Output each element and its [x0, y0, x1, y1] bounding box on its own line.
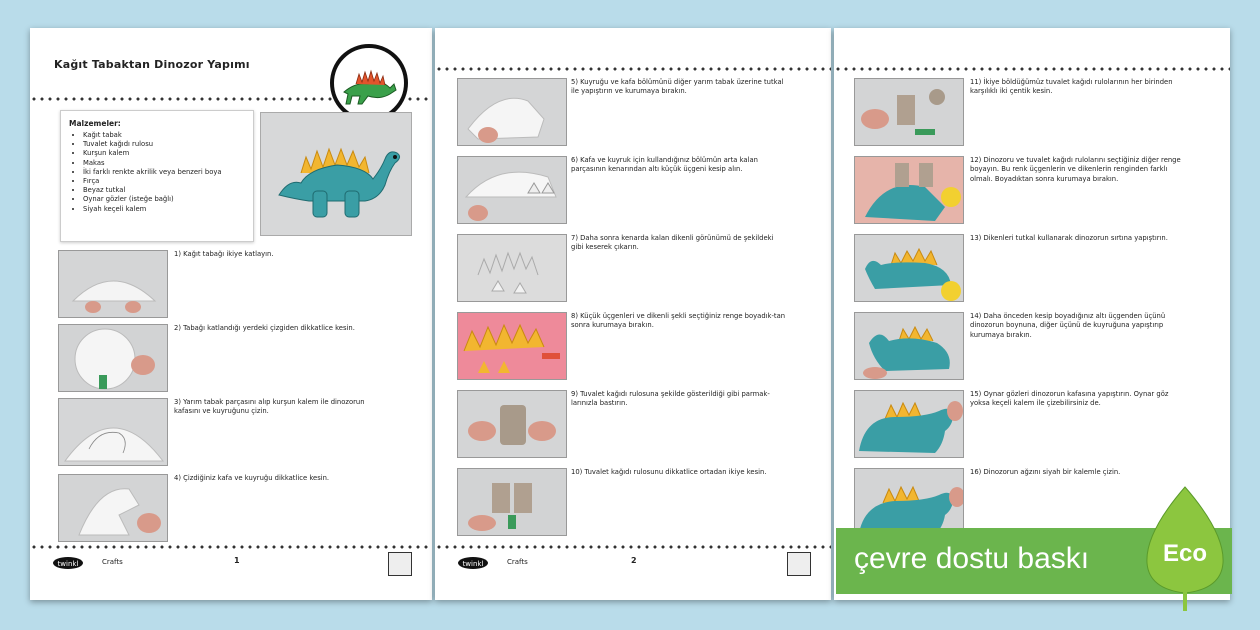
materials-box: [60, 110, 254, 242]
step-11-text: 11) İkiye böldüğümüz tuvalet kağıdı rulolarının her birinden karşılıklı iki çentik kesin.: [970, 78, 1173, 96]
step-14-photo: [854, 312, 964, 380]
step-7-text: 7) Daha sonra kenarda kalan dikenli görünümü de şekildeki gibi keserek çıkarın.: [571, 234, 774, 252]
step-13-text: 13) Dikenleri tutkal kullanarak dinozorun sırtına yapıştırın.: [970, 234, 1168, 242]
step-14-text: 14) Daha önceden kesip boyadığınız altı üçgenden üçünü dinozorun boynuna, diğer üçünü de kuyruğuna yapıştırıp kurumaya bırakın.: [970, 312, 1166, 339]
step-13-photo: [854, 234, 964, 302]
step-11-photo: [854, 78, 964, 146]
eco-badge-text: Eco: [1162, 540, 1207, 567]
footer-crafts-label: Crafts: [507, 558, 528, 566]
material-item: • İki farklı renkte akrilik veya benzeri boya: [83, 168, 253, 177]
step-1-text: 1) Kağıt tabağı ikiye katlayın.: [174, 250, 274, 258]
material-item: • Oynar gözler (isteğe bağlı): [83, 195, 253, 204]
step-10-text: 10) Tuvalet kağıdı rulosunu dikkatlice ortadan ikiye kesin.: [571, 468, 767, 476]
step-7-photo: [457, 234, 567, 302]
material-item: • Fırça: [83, 177, 253, 186]
page-number: 2: [631, 556, 637, 565]
material-item: • Beyaz tutkal: [83, 186, 253, 195]
step-12-photo: [854, 156, 964, 224]
worksheet-page-1: [30, 28, 432, 600]
step-9-photo: [457, 390, 567, 458]
step-2-text: 2) Tabağı katlandığı yerdeki çizgiden dikkatlice kesin.: [174, 324, 355, 332]
step-6-text: 6) Kafa ve kuyruk için kullandığınız bölümün arta kalan parçasının kenarından altı küçük üçgeni kesip alın.: [571, 156, 758, 174]
step-3-photo: [58, 398, 168, 466]
step-15-photo: [854, 390, 964, 458]
step-5-text: 5) Kuyruğu ve kafa bölümünü diğer yarım tabak üzerine tutkal ile yapıştırın ve kurumaya bırakın.: [571, 78, 784, 96]
step-12-text: 12) Dinozoru ve tuvalet kağıdı rulolarını seçtiğiniz diğer renge boyayın. Bu renk üçgenlerin ve dikenlerin renginden farklı olmalı. Boyadıktan sonra kurumaya bırakın.: [970, 156, 1181, 183]
step-1-photo: [58, 250, 168, 318]
step-8-text: 8) Küçük üçgenleri ve dikenli şekli seçtiğiniz renge boyadık-tan sonra kurumaya bırakın.: [571, 312, 786, 330]
step-5-photo: [457, 78, 567, 146]
page-title: Kağıt Tabaktan Dinozor Yapımı: [54, 58, 250, 71]
material-item: • Tuvalet kağıdı rulosu: [83, 140, 253, 149]
step-16-text: 16) Dinozorun ağzını siyah bir kalemle çizin.: [970, 468, 1121, 476]
finished-dinosaur-photo: [260, 112, 412, 236]
footer-brand: twinkl: [462, 560, 484, 568]
footer-badge-icon: [787, 552, 811, 576]
twinkl-logo-icon: [52, 556, 100, 570]
step-6-photo: [457, 156, 567, 224]
dotted-divider: [834, 66, 1230, 72]
materials-heading: Malzemeler:: [69, 119, 121, 128]
material-item: • Kurşun kalem: [83, 149, 253, 158]
dinosaur-logo: [330, 44, 408, 122]
eco-banner-text: çevre dostu baskı: [854, 542, 1090, 575]
twinkl-logo-icon: [457, 556, 505, 570]
step-15-text: 15) Oynar gözleri dinozorun kafasına yapıştırın. Oynar göz yoksa keçeli kalem ile çizebilirsiniz de.: [970, 390, 1169, 408]
step-4-text: 4) Çizdiğiniz kafa ve kuyruğu dikkatlice kesin.: [174, 474, 330, 482]
material-item: • Siyah keçeli kalem: [83, 205, 253, 214]
materials-list: [61, 131, 253, 214]
dotted-divider: [30, 544, 432, 550]
step-9-text: 9) Tuvalet kağıdı rulosuna şekilde gösterildiği gibi parmak-larınızla bastırın.: [571, 390, 770, 408]
worksheet-page-2: [435, 28, 831, 600]
footer-badge-icon: [388, 552, 412, 576]
material-item: • Makas: [83, 159, 253, 168]
step-4-photo: [58, 474, 168, 542]
step-8-photo: [457, 312, 567, 380]
step-3-text: 3) Yarım tabak parçasını alıp kurşun kalem ile dinozorun kafasını ve kuyruğunu çizin.: [174, 398, 365, 416]
page-number: 1: [234, 556, 240, 565]
step-10-photo: [457, 468, 567, 536]
step-16-photo: [854, 468, 964, 536]
footer-brand: twinkl: [57, 560, 79, 568]
dotted-divider: [435, 544, 831, 550]
dotted-divider: [435, 66, 831, 72]
step-2-photo: [58, 324, 168, 392]
material-item: • Kağıt tabak: [83, 131, 253, 140]
footer-crafts-label: Crafts: [102, 558, 123, 566]
